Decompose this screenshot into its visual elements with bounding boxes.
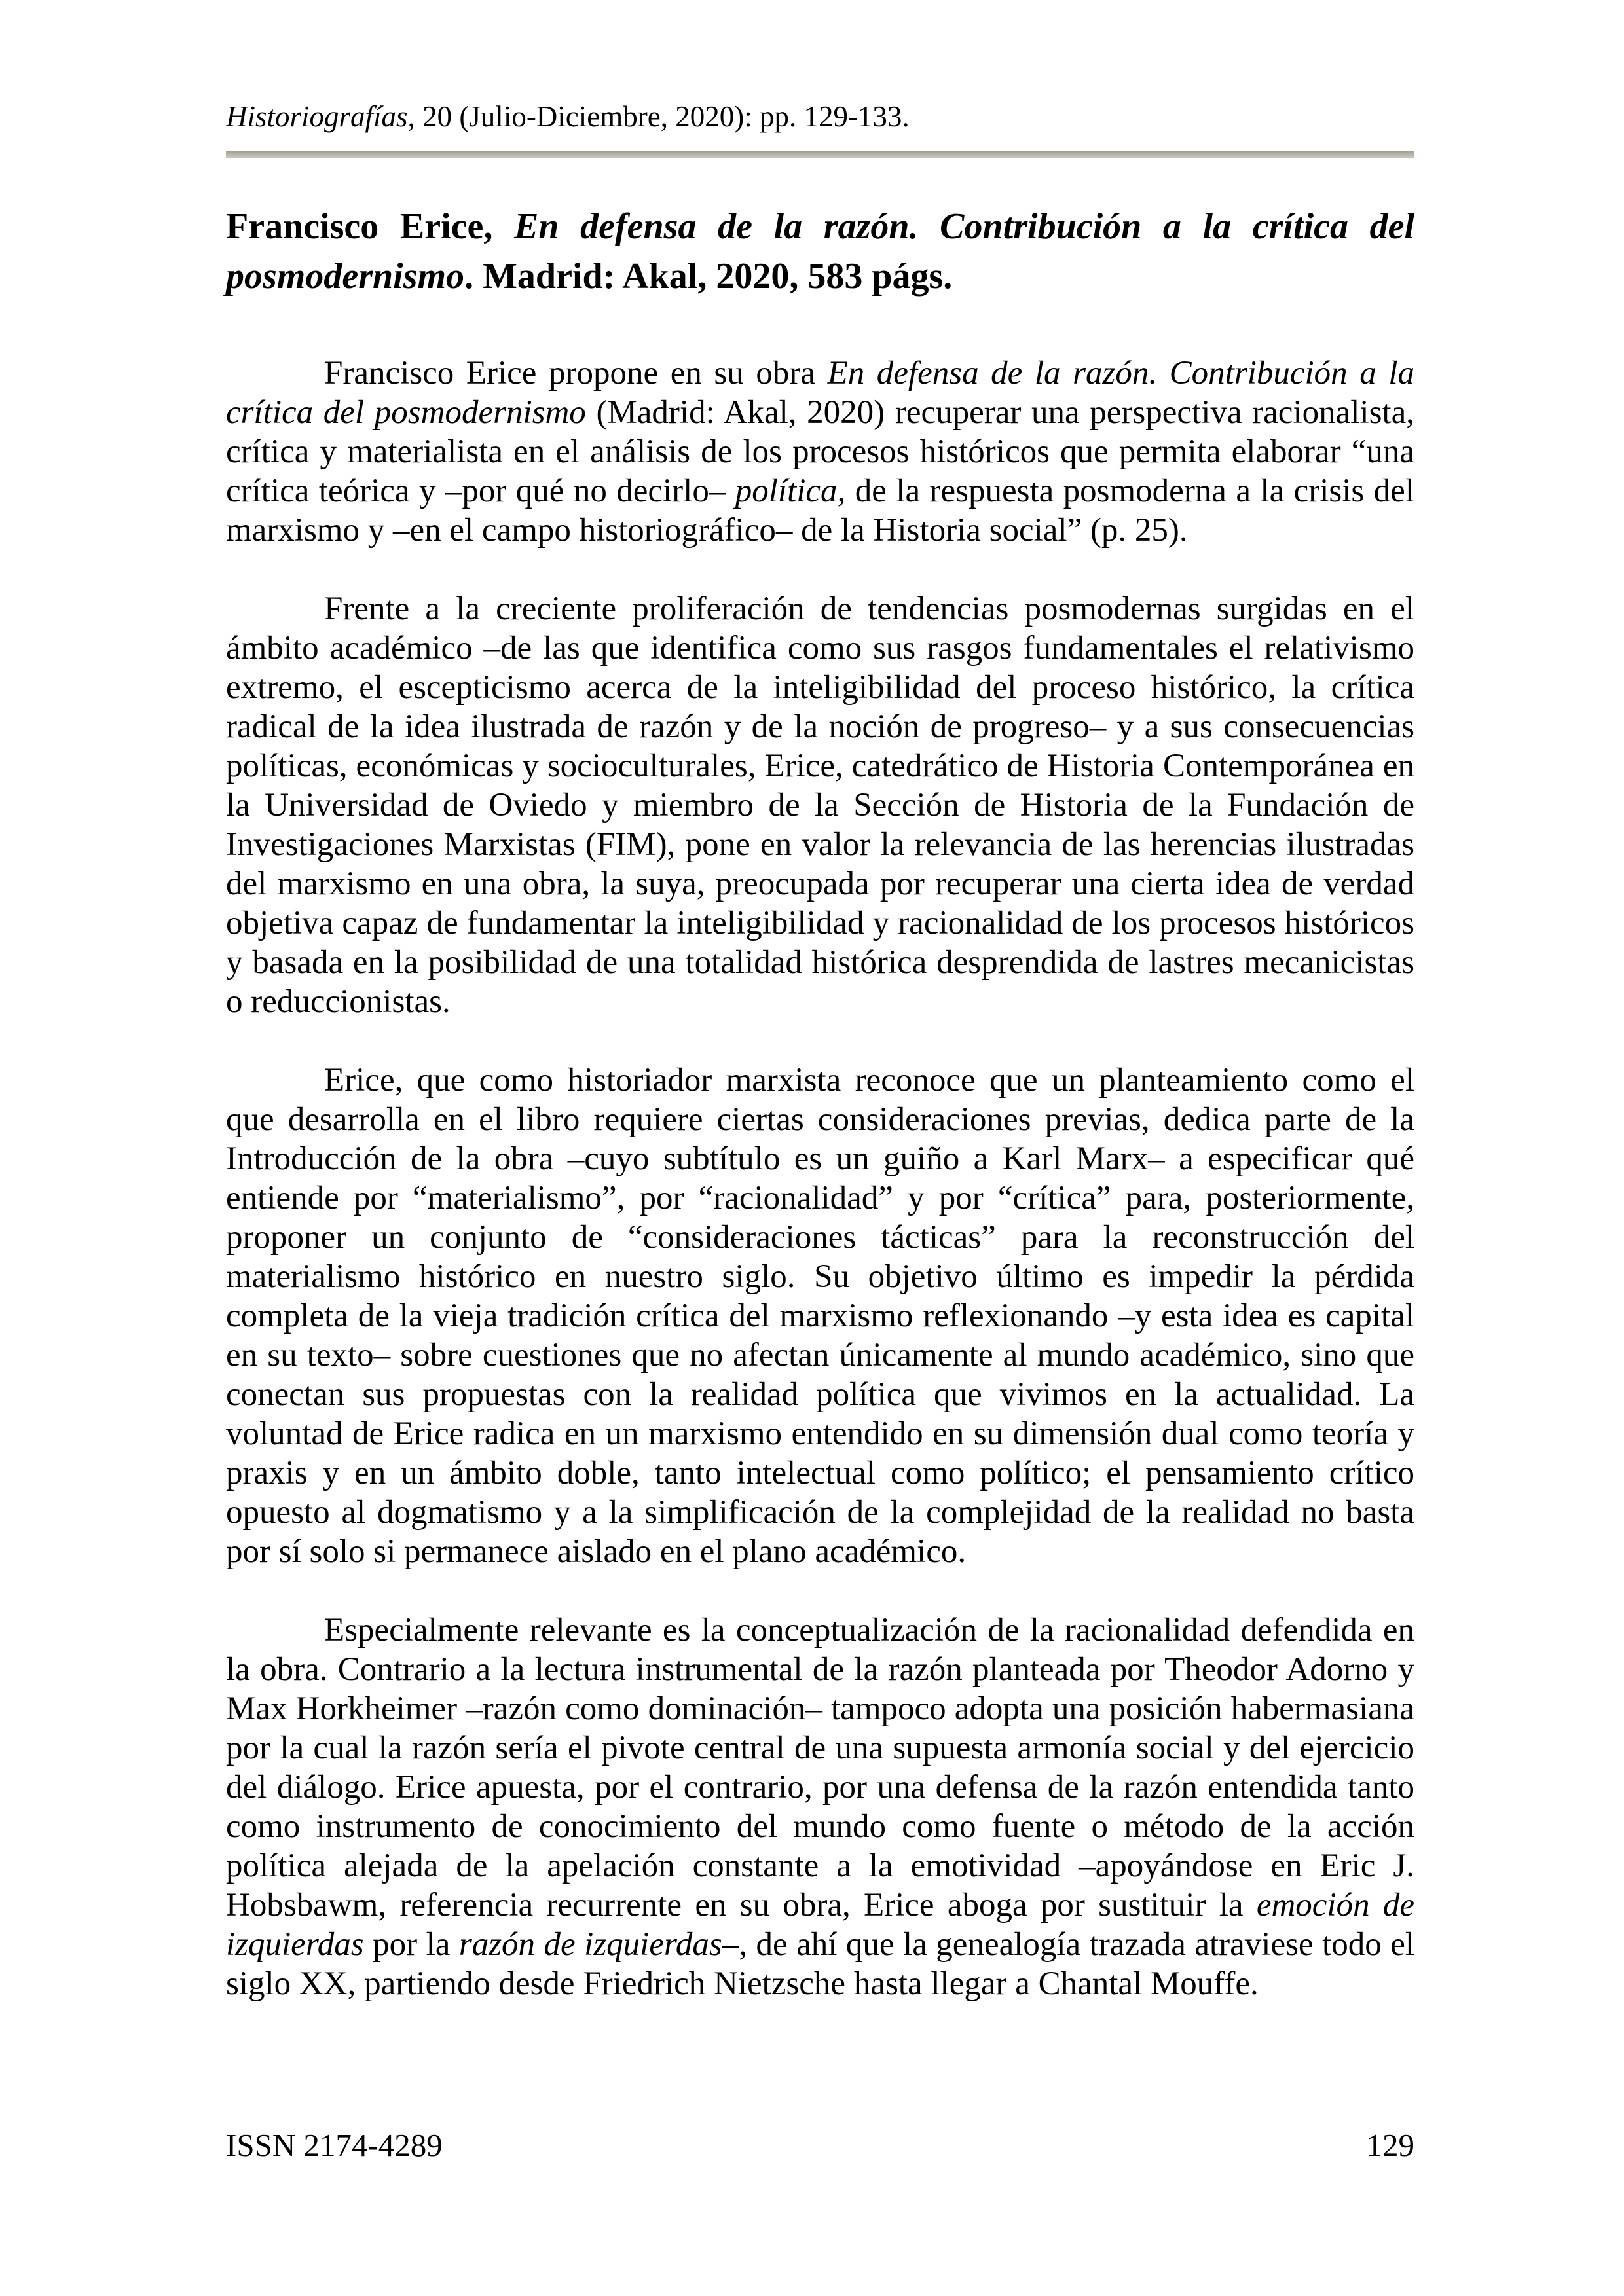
body-paragraph: Francisco Erice propone en su obra En defensa de la razón. Contribución a la crítica del posmodernismo (Madrid: Akal, 2020) recuperar una perspectiva racionalista, crítica y materialista en el análisis de los procesos históricos que permita elaborar “una crítica teórica y –por qué no decirlo– política, de la respuesta posmoderna a la crisis del marxismo y –en el campo historiográfico– de la Historia social” (p. 25). xyxy=(226,355,1414,549)
review-body xyxy=(226,354,1414,2043)
body-paragraph: Especialmente relevante es la conceptualización de la racionalidad defendida en la obra. Contrario a la lectura instrumental de la razón planteada por Theodor Adorno y Max Horkheimer –razón como dominación– tampoco adopta una posición habermasiana por la cual la razón sería el pivote central de una supuesta armonía social y del ejercicio del diálogo. Erice apuesta, por el contrario, por una defensa de la razón entendida tanto como instrumento de conocimiento del mundo como fuente o método de la acción política alejada de la apelación constante a la emotividad –apoyándose en Eric J. Hobsbawm, referencia recurrente en su obra, Erice aboga por sustituir la emoción de izquierdas por la razón de izquierdas–, de ahí que la genealogía trazada atraviese todo el siglo XX, partiendo desde Friedrich Nietzsche hasta llegar a Chantal Mouffe. xyxy=(226,1612,1414,2002)
journal-header: Historiografías, 20 (Julio-Diciembre, 2020): pp. 129-133. xyxy=(226,100,910,133)
body-paragraph: Erice, que como historiador marxista reconoce que un planteamiento como el que desarrolla en el libro requiere ciertas consideraciones previas, dedica parte de la Introducción de la obra –cuyo subtítulo es un guiño a Karl Marx– a especificar qué entiende por “materialismo”, por “racionalidad” y por “crítica” para, posteriormente, proponer un conjunto de “consideraciones tácticas” para la reconstrucción del materialismo histórico en nuestro siglo. Su objetivo último es impedir la pérdida completa de la vieja tradición crítica del marxismo reflexionando –y esta idea es capital en su texto– sobre cuestiones que no afectan únicamente al mundo académico, sino que conectan sus propuestas con la realidad política que vivimos en la actualidad. La voluntad de Erice radica en un marxismo entendido en su dimensión dual como teoría y praxis y en un ámbito doble, tanto intelectual como político; el pensamiento crítico opuesto al dogmatismo y a la simplificación de la complejidad de la realidad no basta por sí solo si permanece aislado en el plano académico. xyxy=(226,1062,1414,1570)
header-rule-divider xyxy=(226,151,1414,158)
issn-label: ISSN 2174-4289 xyxy=(226,2127,443,2163)
page-number: 129 xyxy=(1366,2127,1414,2163)
review-title-line-2: posmodernismo. Madrid: Akal, 2020, 583 págs. xyxy=(226,256,953,297)
review-title-line-1: Francisco Erice, En defensa de la razón. Contribución a la crítica del xyxy=(226,206,1414,247)
body-paragraph: Frente a la creciente proliferación de tendencias posmodernas surgidas en el ámbito académico –de las que identifica como sus rasgos fundamentales el relativismo extremo, el escepticismo acerca de la inteligibilidad del proceso histórico, la crítica radical de la idea ilustrada de razón y de la noción de progreso– y a sus consecuencias políticas, económicas y socioculturales, Erice, catedrático de Historia Contemporánea en la Universidad de Oviedo y miembro de la Sección de Historia de la Fundación de Investigaciones Marxistas (FIM), pone en valor la relevancia de las herencias ilustradas del marxismo en una obra, la suya, preocupada por recuperar una cierta idea de verdad objetiva capaz de fundamentar la inteligibilidad y racionalidad de los procesos históricos y basada en la posibilidad de una totalidad histórica desprendida de lastres mecanicistas o reduccionistas. xyxy=(226,591,1414,1020)
page-footer xyxy=(226,2126,1414,2164)
review-title xyxy=(226,202,1414,301)
